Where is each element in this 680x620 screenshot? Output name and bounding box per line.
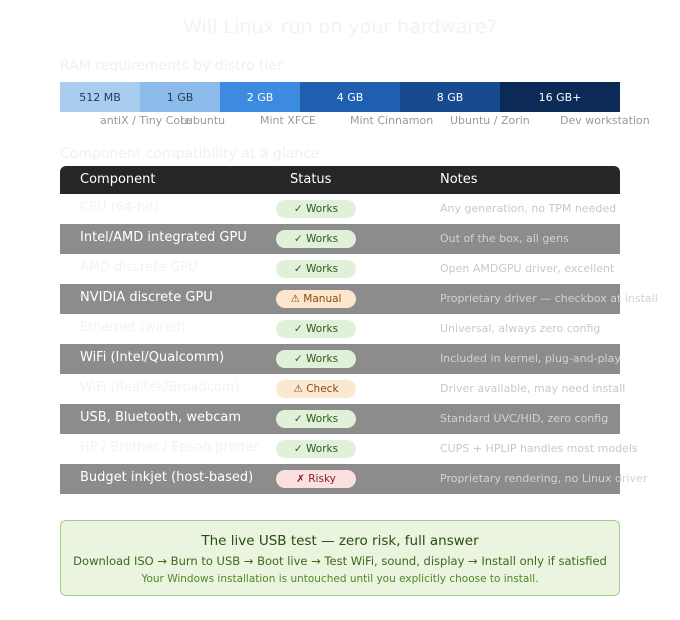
component-name: Budget inkjet (host-based) xyxy=(80,470,254,485)
ram-segment-8gb xyxy=(400,82,500,112)
table-row xyxy=(60,224,620,254)
status-badge: ✓ Works xyxy=(276,350,356,368)
ram-segment-2gb xyxy=(220,82,300,112)
status-badge: ✓ Works xyxy=(276,440,356,458)
header-status: Status xyxy=(290,172,332,187)
component-note: Proprietary driver — checkbox at install xyxy=(440,292,658,305)
component-name: NVIDIA discrete GPU xyxy=(80,290,213,305)
component-note: Universal, always zero config xyxy=(440,322,601,335)
table-row xyxy=(60,194,620,224)
ram-segment-16gb xyxy=(500,82,620,112)
ram-segment-label: 4 GB xyxy=(336,90,364,104)
component-name: WiFi (Realtek/Broadcom) xyxy=(80,380,240,395)
ram-segment-512mb xyxy=(60,82,140,112)
table-row xyxy=(60,284,658,314)
callout-steps: Download ISO → Burn to USB → Boot live → Test WiFi, sound, display → Install only if satisfied xyxy=(73,554,607,568)
ram-segment-label: 512 MB xyxy=(79,90,121,104)
status-badge: ⚠ Manual xyxy=(276,290,356,308)
component-note: Open AMDGPU driver, excellent xyxy=(440,262,615,275)
component-note: Standard UVC/HID, zero config xyxy=(440,412,609,425)
status-badge: ✓ Works xyxy=(276,410,356,428)
status-badge: ✗ Risky xyxy=(276,470,356,488)
distro-label: Mint XFCE xyxy=(260,114,316,127)
compatibility-table xyxy=(60,166,658,494)
distro-label: Dev workstation xyxy=(560,114,650,127)
status-badge: ✓ Works xyxy=(276,200,356,218)
distro-label: Ubuntu / Zorin xyxy=(450,114,530,127)
distro-label: Lubuntu xyxy=(180,114,226,127)
callout-heading: The live USB test — zero risk, full answer xyxy=(201,533,479,549)
ram-segment-4gb xyxy=(300,82,400,112)
table-row xyxy=(60,254,620,284)
compat-section-title: Component compatibility at a glance xyxy=(60,146,320,162)
ram-tier-bar xyxy=(60,82,620,112)
ram-segment-1gb xyxy=(140,82,220,112)
live-usb-callout xyxy=(60,520,620,596)
ram-section-title: RAM requirements by distro tier xyxy=(60,58,283,74)
component-note: Any generation, no TPM needed xyxy=(440,202,617,215)
distro-labels xyxy=(0,114,680,132)
callout-footnote: Your Windows installation is untouched until you explicitly choose to install. xyxy=(141,573,539,585)
component-note: Out of the box, all gens xyxy=(440,232,569,245)
ram-segment-label: 1 GB xyxy=(166,90,194,104)
table-row xyxy=(60,404,620,434)
component-name: WiFi (Intel/Qualcomm) xyxy=(80,350,225,365)
component-note: CUPS + HPLIP handles most models xyxy=(440,442,638,455)
ram-segment-label: 16 GB+ xyxy=(538,90,582,104)
table-row xyxy=(60,434,638,464)
component-note: Included in kernel, plug-and-play xyxy=(440,352,621,365)
status-badge: ⚠ Check xyxy=(276,380,356,398)
ram-segment-label: 8 GB xyxy=(436,90,464,104)
component-name: HP / Brother / Epson printer xyxy=(80,440,259,455)
page-title: Will Linux run on your hardware? xyxy=(183,16,497,38)
distro-label: Mint Cinnamon xyxy=(350,114,434,127)
header-component: Component xyxy=(80,172,156,187)
table-row xyxy=(60,464,648,494)
table-row xyxy=(60,314,620,344)
status-badge: ✓ Works xyxy=(276,230,356,248)
component-name: Ethernet (wired) xyxy=(80,320,186,335)
component-name: USB, Bluetooth, webcam xyxy=(80,410,241,425)
distro-label: antiX / Tiny Core xyxy=(100,114,192,127)
table-header xyxy=(60,166,620,194)
ram-segment-label: 2 GB xyxy=(246,90,274,104)
component-name: AMD discrete GPU xyxy=(80,260,198,275)
header-notes: Notes xyxy=(440,172,478,187)
component-name: Intel/AMD integrated GPU xyxy=(80,230,247,245)
table-row xyxy=(60,374,626,404)
status-badge: ✓ Works xyxy=(276,260,356,278)
component-name: CPU (64-bit) xyxy=(80,200,159,215)
component-note: Proprietary rendering, no Linux driver xyxy=(440,472,648,485)
status-badge: ✓ Works xyxy=(276,320,356,338)
table-row xyxy=(60,344,620,374)
component-note: Driver available, may need install xyxy=(440,382,626,395)
